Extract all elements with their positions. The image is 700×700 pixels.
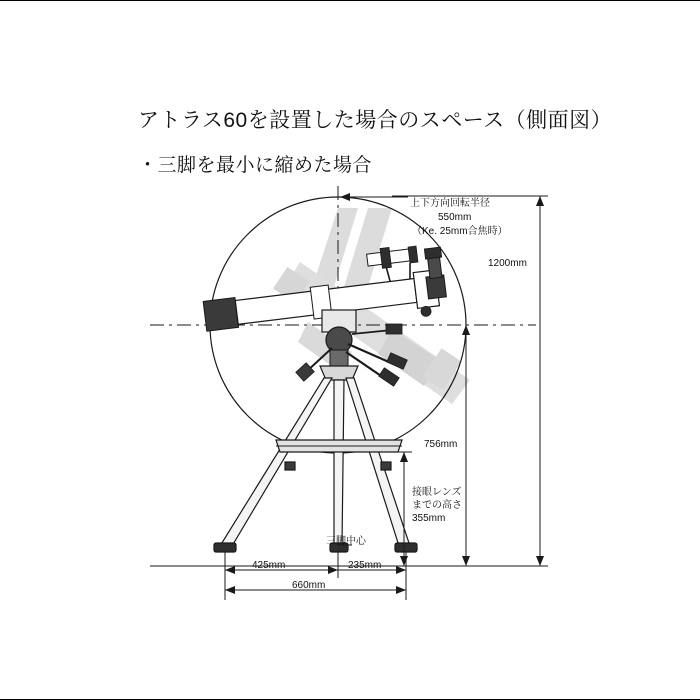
page-subtitle: ・三脚を最小に縮めた場合 — [138, 155, 373, 176]
label-mount-height: 756mm — [424, 439, 458, 450]
label-total-span: 660mm — [292, 580, 326, 591]
tripod-legs — [214, 378, 417, 552]
label-right-span: 235mm — [348, 560, 382, 571]
page-title: アトラス60を設置した場合のスペース（側面図） — [138, 109, 613, 132]
label-eyepiece-value: 355mm — [412, 513, 446, 524]
label-left-span: 425mm — [252, 560, 286, 571]
label-eyepiece-line1: 接眼レンズ — [412, 487, 462, 498]
label-tripod-center: 三脚中心 — [326, 536, 366, 547]
label-eyepiece-line2: までの高さ — [412, 500, 462, 511]
label-rotation-radius-note: （Ke. 25mm合焦時） — [412, 226, 508, 237]
label-rotation-radius-title: 上下方向回転半径 — [410, 198, 490, 209]
label-rotation-radius-value: 550mm — [438, 212, 472, 223]
label-total-height: 1200mm — [488, 258, 527, 269]
dimension-mount-height — [462, 325, 470, 566]
dimension-rotation-radius — [338, 193, 408, 201]
